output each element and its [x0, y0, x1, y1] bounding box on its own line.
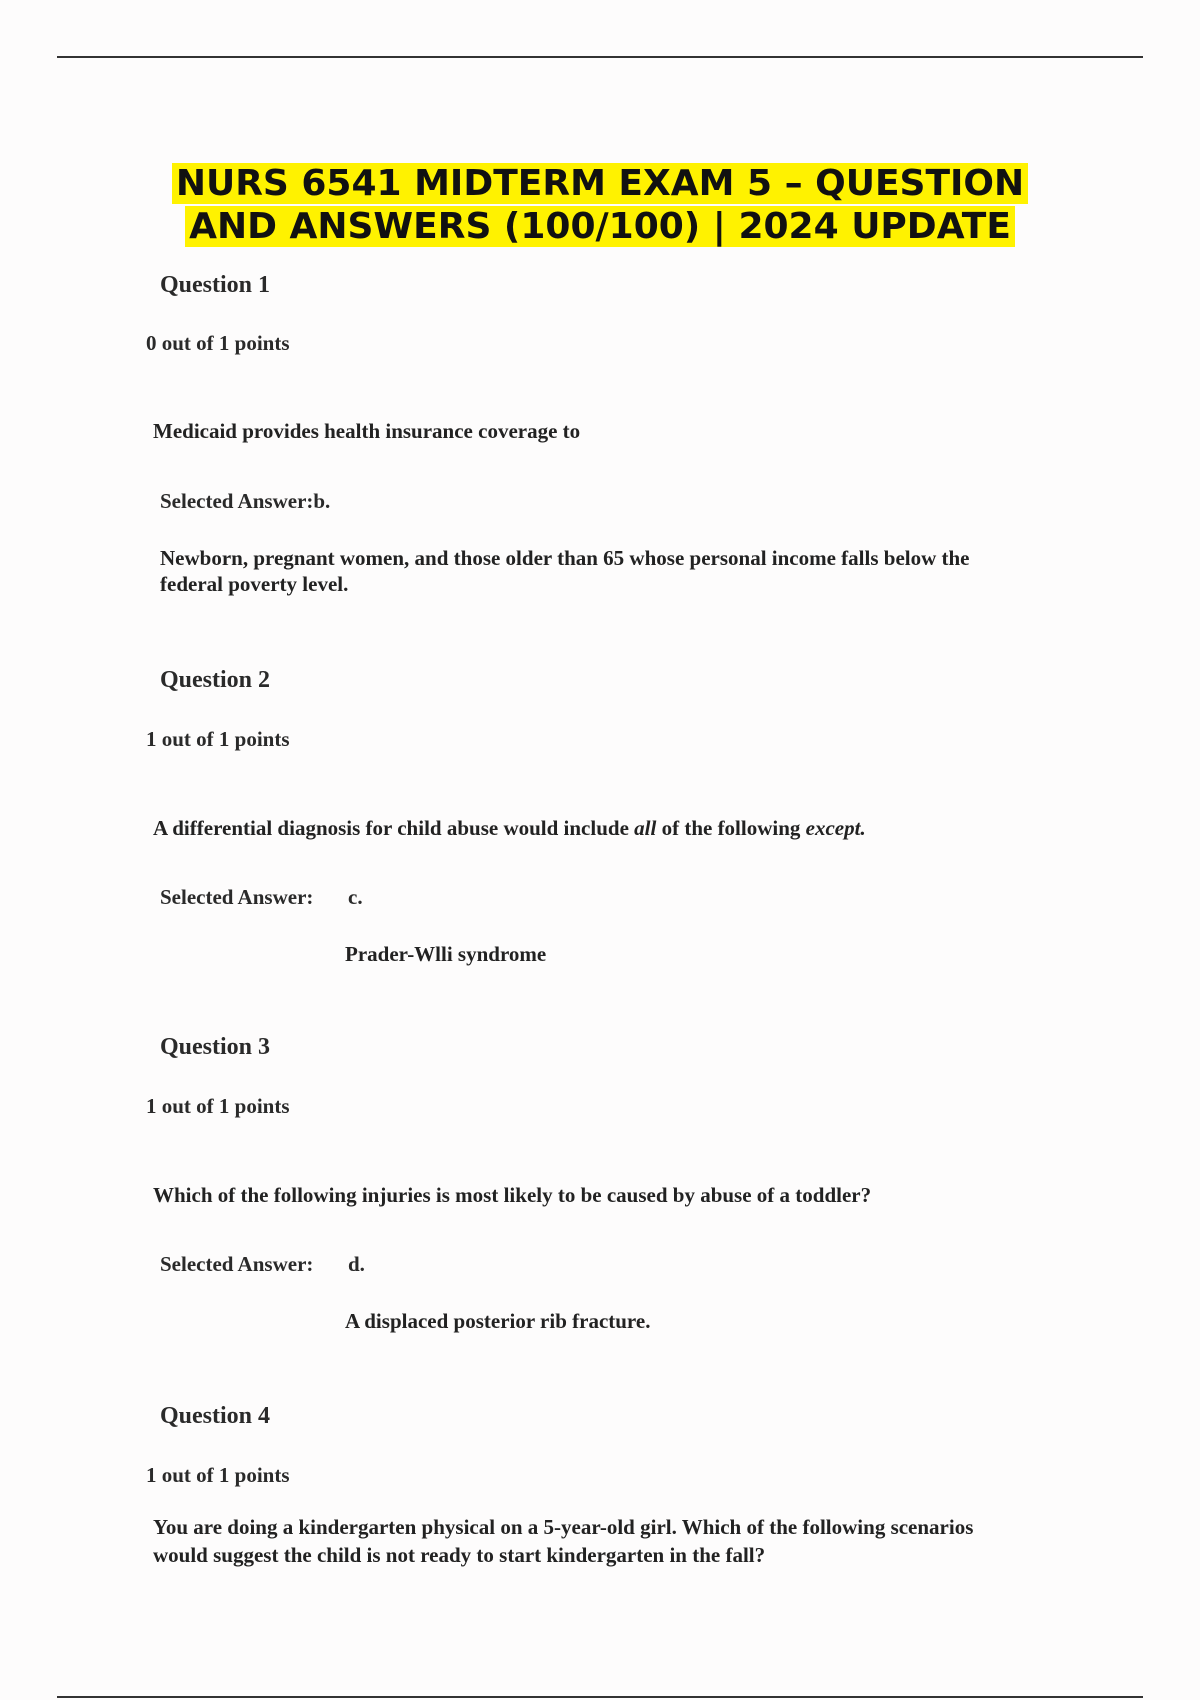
question-4-heading: Question 4	[160, 1403, 271, 1429]
question-2-text-middle: of the following	[656, 816, 806, 840]
question-4-points: 1 out of 1 points	[146, 1463, 290, 1487]
question-2-answer: Prader-Wlli syndrome	[345, 942, 547, 966]
top-rule	[57, 56, 1143, 58]
question-3-heading: Question 3	[160, 1034, 271, 1060]
question-2-text-emphasis-except: except.	[805, 816, 866, 840]
document-title	[0, 162, 1200, 248]
question-2-heading: Question 2	[160, 667, 271, 693]
question-3-answer: A displaced posterior rib fracture.	[345, 1309, 651, 1333]
title-line-1: NURS 6541 MIDTERM EXAM 5 – QUESTION	[172, 163, 1028, 204]
question-1-answer: Newborn, pregnant women, and those older than 65 whose personal income falls below the federal poverty level.	[160, 546, 970, 596]
question-3-points: 1 out of 1 points	[146, 1094, 290, 1118]
question-2-selected-label: Selected Answer:	[160, 885, 314, 909]
question-2-text-start: A differential diagnosis for child abuse would include	[153, 816, 635, 840]
bottom-rule	[57, 1696, 1143, 1698]
question-1-points: 0 out of 1 points	[146, 331, 290, 355]
question-1-heading: Question 1	[160, 272, 271, 298]
question-3-selected-letter: d.	[348, 1252, 365, 1276]
question-1-text: Medicaid provides health insurance coverage to	[153, 419, 581, 443]
question-4-text: You are doing a kindergarten physical on a 5-year-old girl. Which of the following scenarios would suggest the child is not ready to start kindergarten in the fall?	[153, 1515, 974, 1567]
question-3-text: Which of the following injuries is most likely to be caused by abuse of a toddler?	[153, 1183, 872, 1207]
question-2-text-emphasis-all: all	[634, 816, 657, 840]
question-2-points: 1 out of 1 points	[146, 727, 290, 751]
title-line-2: AND ANSWERS (100/100) | 2024 UPDATE	[185, 206, 1015, 247]
question-3-selected-label: Selected Answer:	[160, 1252, 314, 1276]
question-1-selected-label: Selected Answer:b.	[160, 489, 331, 513]
question-2-text	[153, 814, 866, 842]
question-2-selected-letter: c.	[348, 885, 363, 909]
